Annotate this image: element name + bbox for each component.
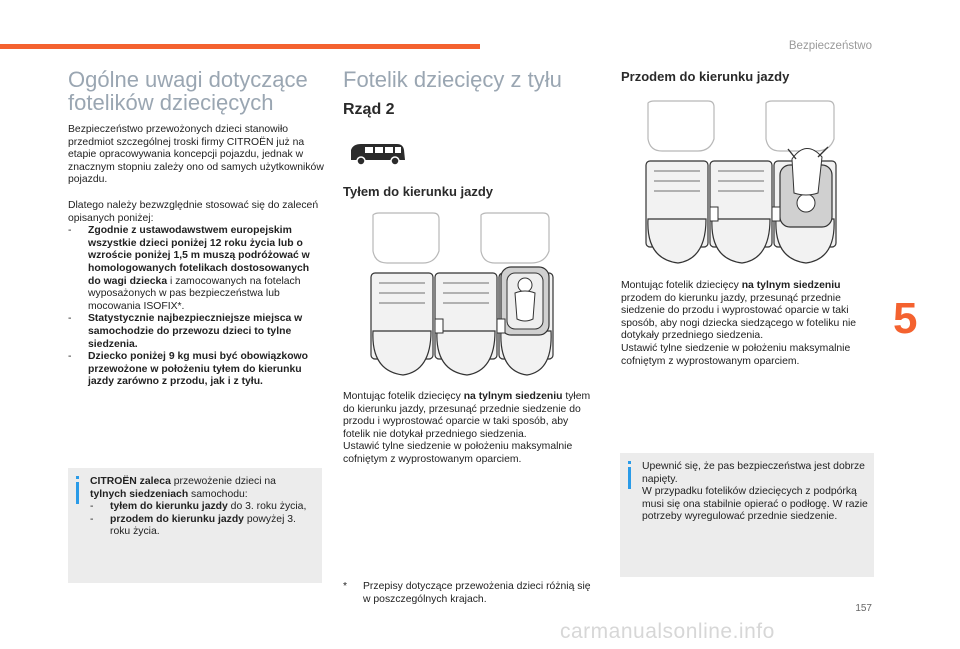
van-icon [347,138,407,168]
col1-b2: Statystycznie najbezpieczniejsze miejsca w samochodzie do przewozu dzieci to tylne siedzenia. [88,313,303,350]
chapter-tab: 5 [893,294,918,343]
col2-title-wrap [343,68,603,91]
col3-p-bold: na tylnym siedzeniu [741,280,841,291]
col2-subheading: Tyłem do kierunku jazdy [343,184,494,199]
info-icon-2 [628,461,631,489]
section-title: Bezpieczeństwo [788,40,872,52]
page-number: 157 [855,603,872,614]
col2-body [343,391,593,467]
col1-bullets [68,225,324,389]
col2-row-heading: Rząd 2 [343,101,395,118]
col1-info-lead-rest: przewożenie dzieci na [170,476,276,487]
col2-p2: Ustawić tylne siedzenie w położeniu maksymalnie cofniętym z wyprostowanym oparciem. [343,441,573,465]
col1-info-list [90,501,314,539]
col2-title: Fotelik dziecięcy z tyłu [343,67,562,92]
col1-info-lead-bold: CITROËN zaleca [90,476,171,487]
info-icon [76,476,79,504]
col3-p2: Ustawić tylne siedzenie w położeniu maksymalnie cofniętym z wyprostowanym oparciem. [621,342,851,367]
col1-b1-bold: Zgodnie z ustawodawstwem europejskim wszystkie dzieci poniżej 12 roku życia lub o wzroście poniżej 1,5 m muszą podróżować w homologowanych fotelikach dostosowanych do wagi dziecka [88,225,310,287]
col3-subheading: Przodem do kierunku jazdy [621,69,790,84]
col1-b3: Dziecko poniżej 9 kg musi być obowiązkowo przewożone w położeniu tyłem do kierunku jazdy zarówno z przodu, jak i z tyłu. [88,351,308,388]
footnote-text: Przepisy dotyczące przewożenia dzieci różnią się w poszczególnych krajach. [363,581,591,605]
col1-bullet-1 [68,225,324,313]
col3-p-lead: Montując fotelik dziecięcy [621,280,742,291]
col1-info-lead-rest2: samochodu: [188,488,248,500]
col2-p-bold: na tylnym siedzeniu [463,391,563,402]
col1-b1-rest: i zamocowanych na fotelach wyposażonych w pas bezpieczeństwa lub mocowania ISOFIX*. [88,275,301,312]
col3-info-line2: W przypadku fotelików dziecięcych z podpórką musi się ona stabilnie opierać o podłogę. W razie potrzeby wyregulować przednie siedzenie. [642,486,868,523]
col2-p-rest: tyłem do kierunku jazdy, przesunąć przednie siedzenie do przodu i wyprostować oparcie w taki sposób, aby fotelik nie dotykał przedniego siedzenia. [343,391,591,440]
col2-p-lead: Montując fotelik dziecięcy [343,391,464,402]
col1-para2: Dlatego należy bezwzględnie stosować się do zaleceń opisanych poniżej: [68,199,319,224]
rear-facing-seat-illustration [367,211,557,379]
col1-bullet-3 [68,351,324,389]
col3-info-box [620,453,874,577]
col1-info-item-2: - przodem do kierunku jazdy powyżej 3. roku życia. [90,514,314,539]
forward-facing-seat-illustration [642,99,842,267]
col3-p-rest: przodem do kierunku jazdy, przesunąć przednie siedzenie do przodu i wyprostować oparcie w taki sposób, aby nogi dziecka siedzącego w foteliku nie dotykały przedniego siedzenia. [621,292,857,342]
footnote-mark: * [343,581,348,592]
col1-info-box [68,468,322,583]
col1-info-item-1: - tyłem do kierunku jazdy do 3. roku życia, [90,501,314,514]
col1-bullet-2 [68,313,324,351]
col3-info-text [642,461,868,524]
col1-title-line1: Ogólne uwagi dotyczące [68,67,308,92]
col1-title [68,68,328,114]
header-accent-bar [0,44,480,49]
footnote [343,581,593,606]
col1-info-text [90,476,314,539]
col1-title-line2: fotelików dziecięcych [68,90,274,115]
col3-info-line1: Upewnić się, że pas bezpieczeństwa jest dobrze napięty. [642,461,865,485]
col3-body [621,280,873,368]
col1-info-lead-bold2: tylnych siedzeniach [90,488,189,500]
watermark: carmanualsonline.info [560,620,775,643]
col1-para1: Bezpieczeństwo przewożonych dzieci stanowiło przedmiot szczególnej troski firmy CITROËN już na etapie opracowywania koncepcji pojazdu, jednak w znacznym stopniu zależy ono od samych użytkowników pojazdu. [68,124,324,186]
col1-intro [68,124,324,389]
